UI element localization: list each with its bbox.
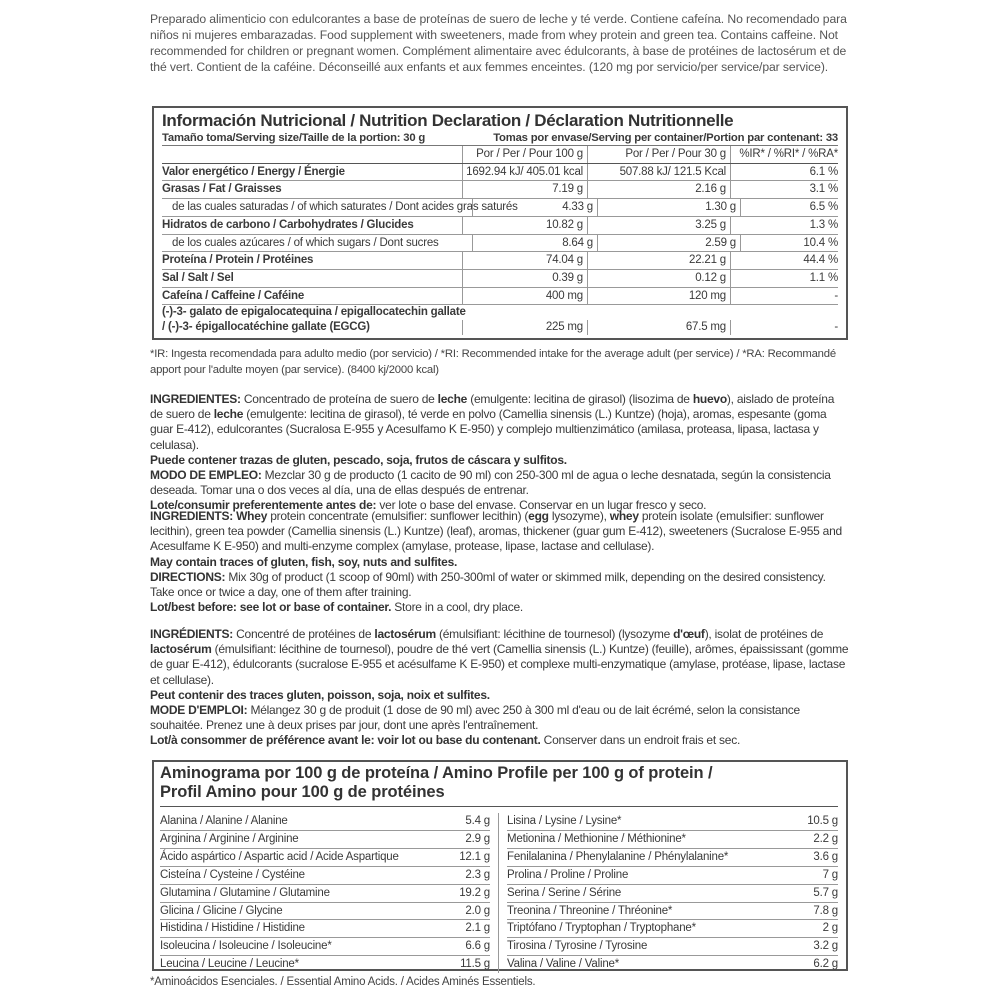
fr-lot-text: Conserver dans un endroit frais et sec. <box>540 733 741 748</box>
value-per-100g: 7.19 g <box>462 181 587 198</box>
value-per-100g: 400 mg <box>462 288 587 305</box>
amino-value: 5.4 g <box>465 815 490 827</box>
amino-value: 5.7 g <box>813 886 838 899</box>
amino-row <box>160 920 490 938</box>
amino-value: 2.2 g <box>813 832 838 845</box>
amino-row <box>507 849 838 867</box>
es-ingredients-label: INGREDIENTES: <box>150 392 241 406</box>
egcg-value-100g: 225 mg <box>462 320 587 335</box>
ingredients-en: INGREDIENTS: Whey protein concentrate (emulsifier: sunflower lecithin) (egg lysozyme), whey protein isolate (emulsifier: sunflower lecithin), green tea powder (Camellia sinensis (L.) Kuntze) (leaf), aromas, thickener (guar gum E-412), sweeteners (Sucralose E-955 and Acesulfame K E-950) and multi-enzyme complex (amylase, protease, lipase, lactase and cellulase). May contain traces of gluten, fish, soy, nuts and sulfites. DIRECTIONS: Mix 30g of product (1 scoop of 90ml) with 250-300ml of water or skimmed milk, depending on the desired consistency. Take once or twice a day, one of them after training. Lot/best before: see lot or base of container. Store in a cool, dry place. <box>150 509 842 615</box>
amino-row <box>507 885 838 903</box>
value-per-30g: 120 mg <box>587 288 730 305</box>
nutrition-row <box>162 181 838 199</box>
col-header-30g: Por / Per / Pour 30 g <box>587 146 730 163</box>
es-lot-text: ver lote o base del envase. Conservar en un lugar fresco y seco. <box>376 498 707 513</box>
es-lot-label: Lote/consumir preferentemente antes de: <box>150 498 377 513</box>
value-per-30g: 22.21 g <box>587 252 730 269</box>
amino-row <box>507 831 838 849</box>
amino-row <box>160 956 490 973</box>
col-header-100g: Por / Per / Pour 100 g <box>462 146 587 163</box>
es-use-label: MODO DE EMPLEO: <box>150 468 262 483</box>
nutrition-footnote: *IR: Ingesta recomendada para adulto medio (por servicio) / *RI: Recommended intake for the average adult (per service) / *RA: Recommandé apport pour l'adulte moyen (par service). (8400 kj/2000 kcal) <box>150 348 836 376</box>
amino-name: Leucina / Leucine / Leucine* <box>160 958 299 971</box>
value-per-100g: 8.64 g <box>472 235 597 252</box>
amino-profile-table <box>152 760 848 971</box>
nutrient-name: Valor energético / Energy / Énergie <box>162 165 345 178</box>
value-ir: 1.3 % <box>730 217 838 234</box>
amino-name: Treonina / Threonine / Thréonine* <box>507 904 673 917</box>
fr-use-label: MODE D'EMPLOI: <box>150 703 248 718</box>
amino-footnote: *Aminoácidos Esenciales. / Essential Amino Acids. / Acides Aminés Essentiels. <box>150 976 536 988</box>
value-per-100g: 4.33 g <box>472 199 597 216</box>
nutrition-row <box>162 217 838 235</box>
nutrient-name: Sal / Salt / Sel <box>162 271 234 284</box>
nutrition-serving-info <box>162 131 838 146</box>
amino-value: 3.2 g <box>813 940 838 953</box>
amino-value: 10.5 g <box>807 815 838 827</box>
value-ir: - <box>730 288 838 305</box>
amino-value: 2.0 g <box>465 904 490 917</box>
amino-name: Isoleucina / Isoleucine / Isoleucine* <box>160 940 332 953</box>
amino-value: 3.6 g <box>813 850 838 863</box>
amino-value: 6.2 g <box>813 958 838 971</box>
value-ir: 3.1 % <box>730 181 838 198</box>
ingredients-fr: INGRÉDIENTS: Concentré de protéines de lactosérum (émulsifiant: lécithine de tournesol) (lysozyme d'œuf), isolat de protéines de lactosérum (émulsifiant: lécithine de tournesol), poudre de thé vert (Camellia sinensis (L.) Kuntze) (feuille), arômes, épaississant (gomme de guar E-412), édulcorants (sucralose E-955 et acésulfame K E-950) et complexe multi-enzymatique (amylase, protéase, lipase, lactase et cellulase). Peut contenir des traces gluten, poisson, soja, noix et sulfites. MODE D'EMPLOI: Mélangez 30 g de produit (1 dose de 90 ml) avec 250 à 300 ml d'eau ou de lait écrémé, selon la consistance souhaitée. Prenez une à deux prises par jour, dont une après l'entraînement. Lot/à consommer de préférence avant le: voir lot ou base du contenant. Conserver dans un endroit frais et sec. <box>150 627 849 748</box>
nutrition-row-egcg <box>162 305 838 335</box>
nutrition-title: Información Nutricional / Nutrition Declaration / Déclaration Nutritionnelle <box>162 111 734 130</box>
es-use-text: Mezclar 30 g de producto (1 cacito de 90 ml) con 250-300 ml de agua o leche desnatada, según la consistencia deseada. Tomar una o dos veces al día, una de ellas después de entrenar. <box>150 468 831 498</box>
en-use-label: DIRECTIONS: <box>150 569 226 584</box>
nutrition-rows <box>162 164 838 306</box>
nutrition-row <box>162 288 838 306</box>
amino-row <box>160 849 490 867</box>
nutrition-row <box>162 164 838 182</box>
amino-value: 19.2 g <box>459 886 490 899</box>
amino-name: Histidina / Histidine / Histidine <box>160 922 305 935</box>
amino-name: Fenilalanina / Phenylalanine / Phénylalanine* <box>507 850 729 863</box>
amino-row <box>507 920 838 938</box>
en-traces: May contain traces of gluten, fish, soy, nuts and sulfites. <box>150 554 458 569</box>
amino-name: Lisina / Lysine / Lysine* <box>507 815 622 827</box>
amino-row <box>507 813 838 831</box>
en-lot-text: Store in a cool, dry place. <box>391 600 523 615</box>
amino-name: Tirosina / Tyrosine / Tyrosine <box>507 940 648 953</box>
fr-traces: Peut contenir des traces gluten, poisson, soja, noix et sulfites. <box>150 687 490 702</box>
amino-row <box>160 903 490 921</box>
value-per-30g: 2.59 g <box>597 235 740 252</box>
nutrient-name: Cafeína / Caffeine / Caféine <box>162 289 305 302</box>
value-ir: 6.1 % <box>730 164 838 181</box>
value-ir: 6.5 % <box>740 199 838 216</box>
amino-name: Triptófano / Tryptophan / Tryptophane* <box>507 922 696 935</box>
amino-row <box>160 813 490 831</box>
amino-value: 7 g <box>822 868 838 881</box>
amino-value: 2.1 g <box>465 922 490 935</box>
amino-name: Glutamina / Glutamine / Glutamine <box>160 886 330 899</box>
nutrient-name: Grasas / Fat / Graisses <box>162 183 282 196</box>
en-lot-label: Lot/best before: see lot or base of container. <box>150 600 392 615</box>
amino-right-column <box>499 813 838 973</box>
nutrition-row <box>162 199 838 217</box>
fr-ingredients-label: INGRÉDIENTS: <box>150 627 234 641</box>
value-per-100g: 1692.94 kJ/ 405.01 kcal <box>462 164 587 181</box>
amino-value: 2.9 g <box>465 832 490 845</box>
amino-row <box>160 885 490 903</box>
amino-row <box>160 831 490 849</box>
amino-name: Valina / Valine / Valine* <box>507 958 619 971</box>
amino-value: 12.1 g <box>459 850 490 863</box>
value-ir: 10.4 % <box>740 235 838 252</box>
nutrition-table <box>152 106 848 340</box>
egcg-name-line2: / (-)-3- épigallocatéchine gallate (EGCG) <box>162 321 370 334</box>
value-per-30g: 2.16 g <box>587 181 730 198</box>
value-ir: 1.1 % <box>730 270 838 287</box>
value-per-100g: 74.04 g <box>462 252 587 269</box>
nutrition-row <box>162 252 838 270</box>
amino-name: Serina / Serine / Sérine <box>507 886 622 899</box>
amino-name: Cisteína / Cysteine / Cystéine <box>160 868 305 881</box>
value-per-30g: 3.25 g <box>587 217 730 234</box>
amino-row <box>507 903 838 921</box>
servings-per-container: Tomas por envase/Serving per container/Portion par contenant: 33 <box>493 132 838 144</box>
amino-name: Glicina / Glicine / Glycine <box>160 904 283 917</box>
amino-name: Prolina / Proline / Proline <box>507 868 629 881</box>
nutrient-name: de los cuales azúcares / of which sugars / Dont sucres <box>172 236 439 249</box>
value-per-30g: 507.88 kJ/ 121.5 Kcal <box>587 164 730 181</box>
nutrition-row <box>162 270 838 288</box>
value-ir: 44.4 % <box>730 252 838 269</box>
amino-row <box>160 938 490 956</box>
value-per-100g: 10.82 g <box>462 217 587 234</box>
amino-name: Metionina / Methionine / Méthionine* <box>507 832 686 845</box>
nutrient-name: de las cuales saturadas / of which saturates / Dont acides gras saturés <box>172 201 518 214</box>
intro-text: Preparado alimenticio con edulcorantes a base de proteínas de suero de leche y té verde. Contiene cafeína. No recomendado para niños ni mujeres embarazadas. Food supplement with sweeteners, made from whey protein and green tea. Contains caffeine. Not recommended for children or pregnant women. Complément alimentaire avec édulcorants, à base de protéines de lactosérum et de thé vert. Contient de la caféine. Déconseillé aux enfants et aux femmes enceintes. (120 mg por servicio/per service/par service). <box>150 12 847 74</box>
amino-value: 2 g <box>822 922 838 935</box>
amino-title: Aminograma por 100 g de proteína / Amino Profile per 100 g of protein / Profil Amino pour 100 g de protéines <box>160 764 838 807</box>
en-ingredients-label: INGREDIENTS: <box>150 509 234 523</box>
amino-row <box>507 938 838 956</box>
amino-name: Arginina / Arginine / Arginine <box>160 832 299 845</box>
amino-value: 7.8 g <box>813 904 838 917</box>
amino-name: Alanina / Alanine / Alanine <box>160 815 288 827</box>
amino-value: 6.6 g <box>465 940 490 953</box>
egcg-value-ir: - <box>730 320 838 335</box>
fr-lot-label: Lot/à consommer de préférence avant le: voir lot ou base du contenant. <box>150 733 541 748</box>
value-per-30g: 0.12 g <box>587 270 730 287</box>
en-use-text: Mix 30g of product (1 scoop of 90ml) with 250-300ml of water or skimmed milk, depending on the desired consistency. Take once or twice a day, one of them after training. <box>150 569 826 600</box>
amino-left-column <box>160 813 499 973</box>
amino-row <box>507 867 838 885</box>
amino-name: Ácido aspártico / Aspartic acid / Acide Aspartique <box>160 850 399 863</box>
serving-size: Tamaño toma/Serving size/Taille de la portion: 30 g <box>162 132 426 144</box>
es-traces: Puede contener trazas de gluten, pescado, soja, frutos de cáscara y sulfitos. <box>150 452 567 467</box>
amino-row <box>507 956 838 973</box>
value-per-100g: 0.39 g <box>462 270 587 287</box>
nutrient-name: Proteína / Protein / Protéines <box>162 254 314 267</box>
amino-value: 2.3 g <box>465 868 490 881</box>
value-per-30g: 1.30 g <box>597 199 740 216</box>
nutrition-row <box>162 235 838 253</box>
fr-use-text: Mélangez 30 g de produit (1 dose de 90 ml) avec 250 à 300 ml d'eau ou de lait écrémé, selon la consistance souhaitée. Prenez une à deux prises par jour, dont une après l'entraînement. <box>150 703 800 733</box>
amino-value: 11.5 g <box>460 958 490 971</box>
egcg-value-30g: 67.5 mg <box>587 320 730 335</box>
amino-row <box>160 867 490 885</box>
nutrient-name: Hidratos de carbono / Carbohydrates / Glucides <box>162 218 414 231</box>
ingredients-es: INGREDIENTES: Concentrado de proteína de suero de leche (emulgente: lecitina de girasol) (lisozima de huevo), aislado de proteína de suero de leche (emulgente: lecitina de girasol), té verde en polvo (Camellia sinensis (L.) Kuntze) (hoja), aromas, espesante (goma guar E-412), edulcorantes (Sucralosa E-955 y Acesulfamo K E-950) y complejo multienzimático (amilasa, proteasa, lipasa, lactasa y celulasa). Puede contener trazas de gluten, pescado, soja, frutos de cáscara y sulfitos. MODO DE EMPLEO: Mezclar 30 g de producto (1 cacito de 90 ml) con 250-300 ml de agua o leche desnatada, según la consistencia deseada. Tomar una o dos veces al día, una de ellas después de entrenar. Lote/consumir preferentemente antes de: ver lote o base del envase. Conservar en un lugar fresco y seco. <box>150 392 835 513</box>
egcg-name-line1: (-)-3- galato de epigalocatequina / epigallocatechin gallate <box>162 306 466 319</box>
nutrition-header-row <box>162 146 838 164</box>
col-header-ir: %IR* / %RI* / %RA* <box>730 146 838 163</box>
